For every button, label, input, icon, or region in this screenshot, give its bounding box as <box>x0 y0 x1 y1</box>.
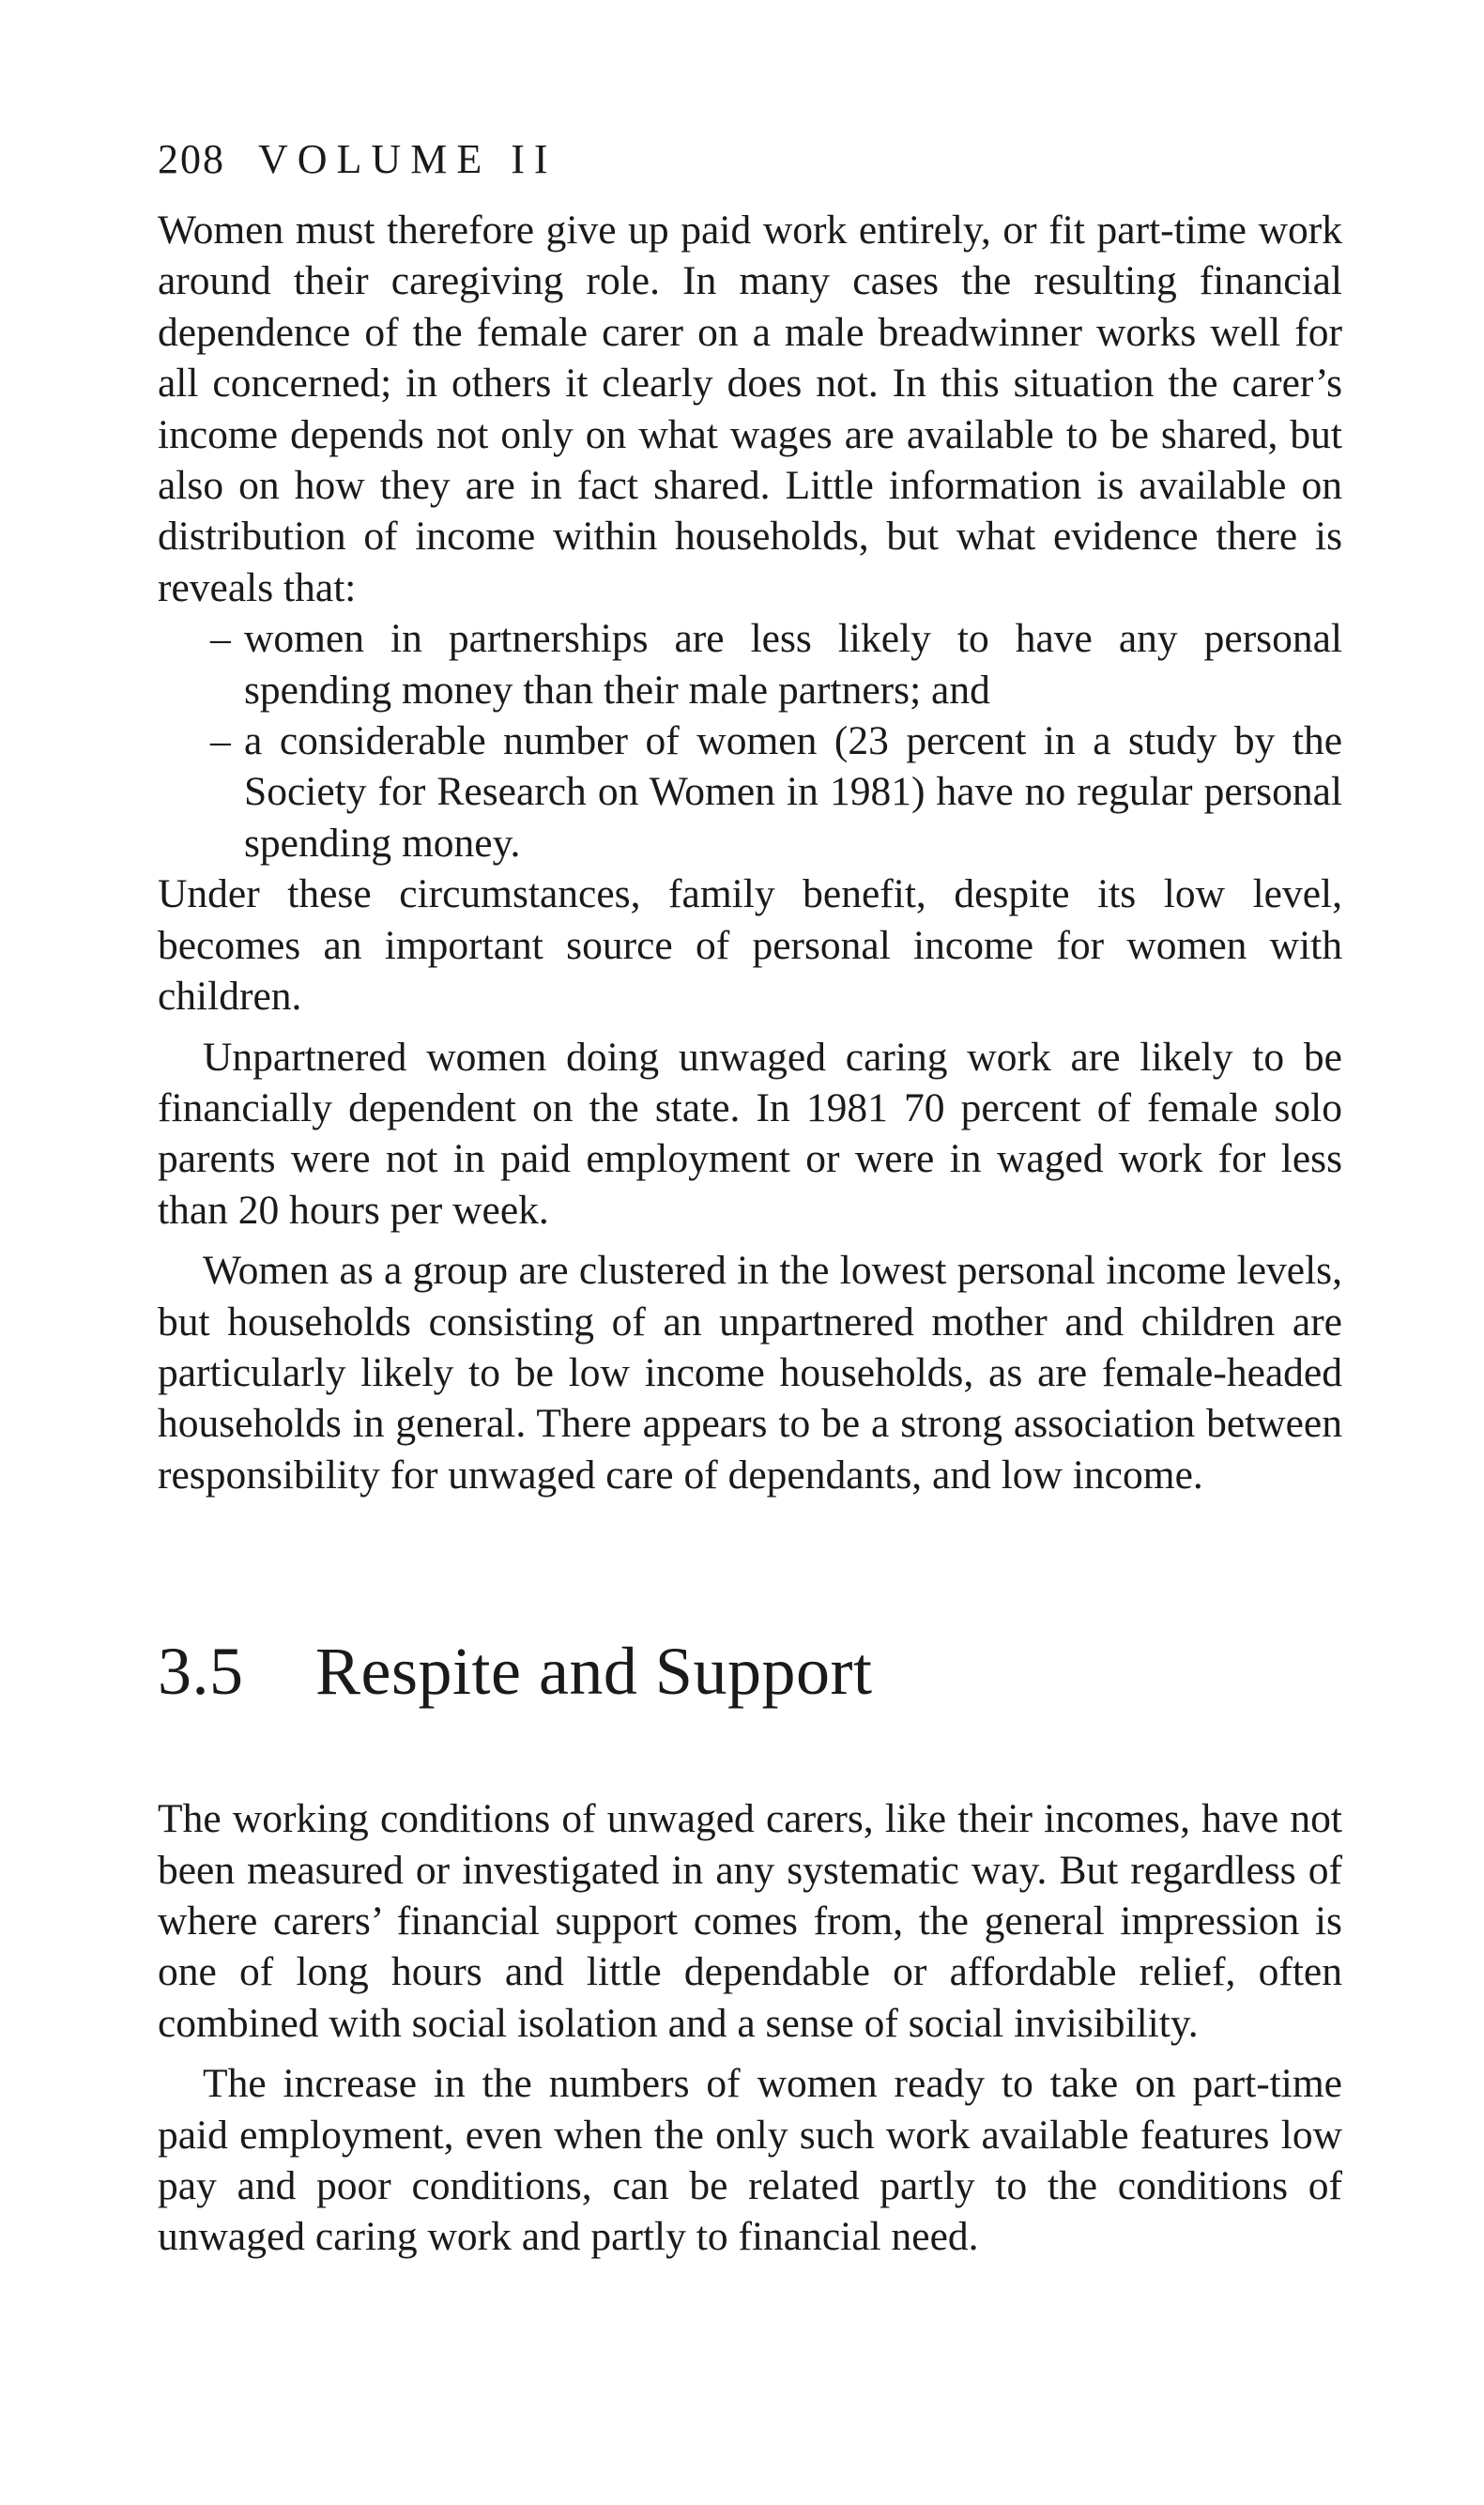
volume-label: VOLUME II <box>258 136 558 182</box>
body-paragraph: Unpartnered women doing unwaged caring work are likely to be financially dependent on the state. In 1981 70 percent of female solo parents were not in paid employment or were in waged work for less than 20 hours per week. <box>158 1034 1342 1233</box>
body-paragraph: Women as a group are clustered in the lowest personal income levels, but households consisting of an unpartnered mother and children are particularly likely to be low income households, as are female-headed households in general. There appears to be a strong association between responsibility for unwaged care of dependants, and low income. <box>158 1248 1342 1498</box>
section-number: 3.5 <box>158 1634 244 1710</box>
body-paragraph: The working conditions of unwaged carers, like their incomes, have not been measured or investigated in any systematic way. But regardless of where carers’ financial support comes from, the general impression is one of long hours and little dependable or affordable relief, often combined with social isolation and a sense of social invisibility. <box>158 1796 1342 2046</box>
dash-list <box>207 613 1342 868</box>
list-item: – women in partnerships are less likely to have any personal spending money than their male partners; and <box>207 613 1342 715</box>
body-paragraph: Women must therefore give up paid work entirely, or fit part-time work around their caregiving role. In many cases the resulting financial dependence of the female carer on a male breadwinner works well for all concerned; in others it clearly does not. In this situation the carer’s income depends not only on what wages are available to be shared, but also on how they are in fact shared. Little information is available on distribution of income within households, but what evidence there is reveals that: <box>158 207 1342 610</box>
body-paragraph: The increase in the numbers of women ready to take on part-time paid employment, even when the only such work available features low pay and poor conditions, can be related partly to the conditions of unwaged caring work and partly to financial need. <box>158 2061 1342 2260</box>
running-head <box>158 131 1342 188</box>
section-heading <box>158 1634 1342 1709</box>
section-title: Respite and Support <box>315 1634 873 1710</box>
page-number: 208 <box>158 136 225 182</box>
body-paragraph: Under these circumstances, family benefit, despite its low level, becomes an important source of personal income for women with children. <box>158 871 1342 1020</box>
book-page <box>158 131 1342 2263</box>
list-item: – a considerable number of women (23 percent in a study by the Society for Research on Women in 1981) have no regular personal spending money. <box>207 715 1342 868</box>
